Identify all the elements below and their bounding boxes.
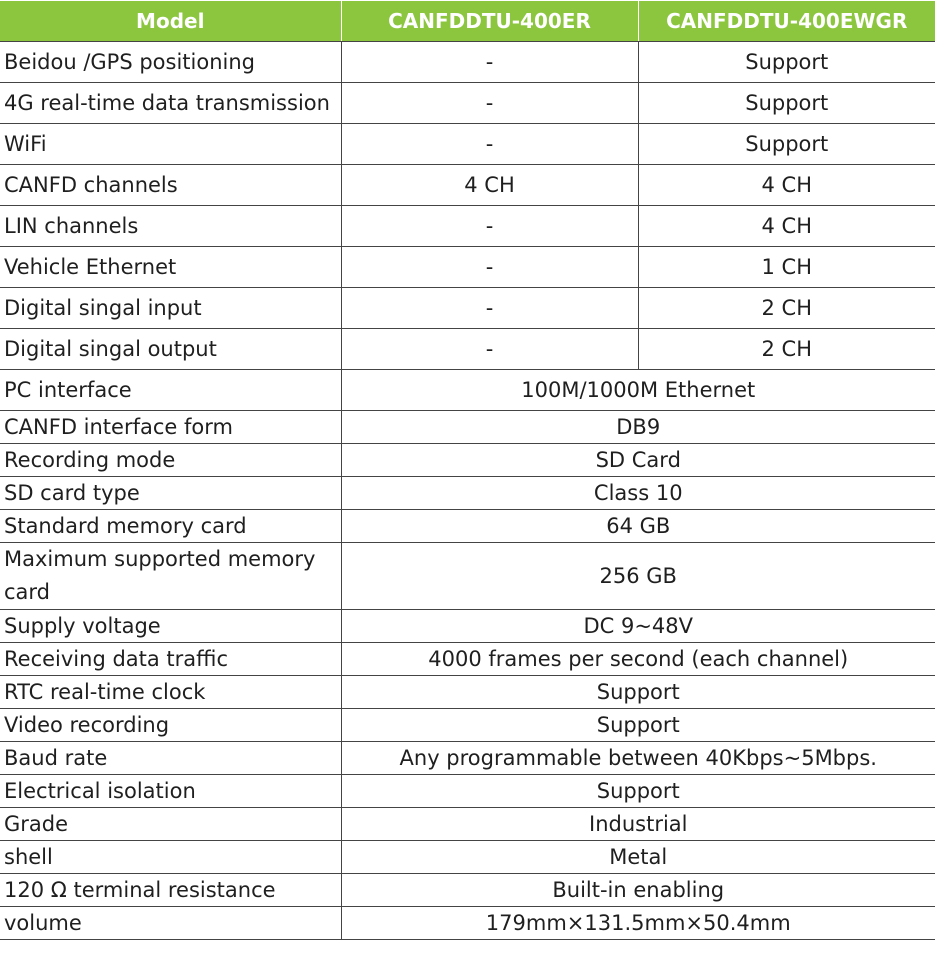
row-value-shared: 4000 frames per second (each channel) [341, 643, 935, 676]
table-row [0, 676, 935, 709]
table-row [0, 411, 935, 444]
row-label: Supply voltage [0, 610, 341, 643]
row-value-shared: SD Card [341, 444, 935, 477]
row-value-shared: 179mm×131.5mm×50.4mm [341, 907, 935, 940]
row-value-400er: - [341, 83, 638, 124]
row-label: shell [0, 841, 341, 874]
row-value-shared: DC 9~48V [341, 610, 935, 643]
row-value-shared: 256 GB [341, 543, 935, 610]
row-label: WiFi [0, 124, 341, 165]
table-row [0, 808, 935, 841]
table-row [0, 543, 935, 610]
table-row [0, 742, 935, 775]
row-value-400ewgr: Support [638, 42, 935, 83]
row-value-400er: - [341, 206, 638, 247]
row-label: Standard memory card [0, 510, 341, 543]
table-row [0, 206, 935, 247]
row-value-400er: - [341, 42, 638, 83]
row-label: CANFD channels [0, 165, 341, 206]
table-row [0, 165, 935, 206]
table-row [0, 907, 935, 940]
table-row [0, 477, 935, 510]
row-label: Digital singal output [0, 329, 341, 370]
table-row [0, 841, 935, 874]
row-value-shared: Built-in enabling [341, 874, 935, 907]
row-value-400ewgr: 4 CH [638, 206, 935, 247]
header-model: Model [0, 1, 341, 42]
row-value-shared: 64 GB [341, 510, 935, 543]
row-label: volume [0, 907, 341, 940]
row-label: Vehicle Ethernet [0, 247, 341, 288]
row-value-400er: - [341, 329, 638, 370]
row-label: LIN channels [0, 206, 341, 247]
header-canfddtu-400ewgr: CANFDDTU-400EWGR [638, 1, 935, 42]
table-row [0, 370, 935, 411]
row-value-shared: Industrial [341, 808, 935, 841]
row-label: CANFD interface form [0, 411, 341, 444]
row-value-shared: DB9 [341, 411, 935, 444]
row-label: SD card type [0, 477, 341, 510]
row-value-shared: Metal [341, 841, 935, 874]
row-label: Receiving data traffic [0, 643, 341, 676]
row-label: Video recording [0, 709, 341, 742]
row-value-400er: - [341, 288, 638, 329]
row-label: Electrical isolation [0, 775, 341, 808]
row-value-400ewgr: 2 CH [638, 288, 935, 329]
row-label: PC interface [0, 370, 341, 411]
row-label: Digital singal input [0, 288, 341, 329]
table-row [0, 329, 935, 370]
row-value-400er: - [341, 247, 638, 288]
row-value-400ewgr: Support [638, 124, 935, 165]
table-row [0, 288, 935, 329]
row-value-shared: Class 10 [341, 477, 935, 510]
table-row [0, 247, 935, 288]
table-row [0, 510, 935, 543]
row-label: RTC real-time clock [0, 676, 341, 709]
table-header-row [0, 1, 935, 42]
row-value-400er: - [341, 124, 638, 165]
table-row [0, 610, 935, 643]
row-value-shared: 100M/1000M Ethernet [341, 370, 935, 411]
row-label: 4G real-time data transmission [0, 83, 341, 124]
row-value-400er: 4 CH [341, 165, 638, 206]
row-label: Maximum supported memory card [0, 543, 341, 610]
row-label: 120 Ω terminal resistance [0, 874, 341, 907]
header-canfddtu-400er: CANFDDTU-400ER [341, 1, 638, 42]
row-label: Baud rate [0, 742, 341, 775]
table-row [0, 643, 935, 676]
table-row [0, 775, 935, 808]
row-value-400ewgr: Support [638, 83, 935, 124]
row-value-400ewgr: 1 CH [638, 247, 935, 288]
row-value-shared: Support [341, 775, 935, 808]
table-row [0, 42, 935, 83]
row-label: Recording mode [0, 444, 341, 477]
row-value-shared: Support [341, 709, 935, 742]
table-row [0, 444, 935, 477]
row-value-shared: Any programmable between 40Kbps~5Mbps. [341, 742, 935, 775]
table-row [0, 874, 935, 907]
table-row [0, 124, 935, 165]
table-row [0, 709, 935, 742]
row-value-400ewgr: 2 CH [638, 329, 935, 370]
row-value-400ewgr: 4 CH [638, 165, 935, 206]
row-value-shared: Support [341, 676, 935, 709]
row-label: Beidou /GPS positioning [0, 42, 341, 83]
table-row [0, 83, 935, 124]
row-label: Grade [0, 808, 341, 841]
